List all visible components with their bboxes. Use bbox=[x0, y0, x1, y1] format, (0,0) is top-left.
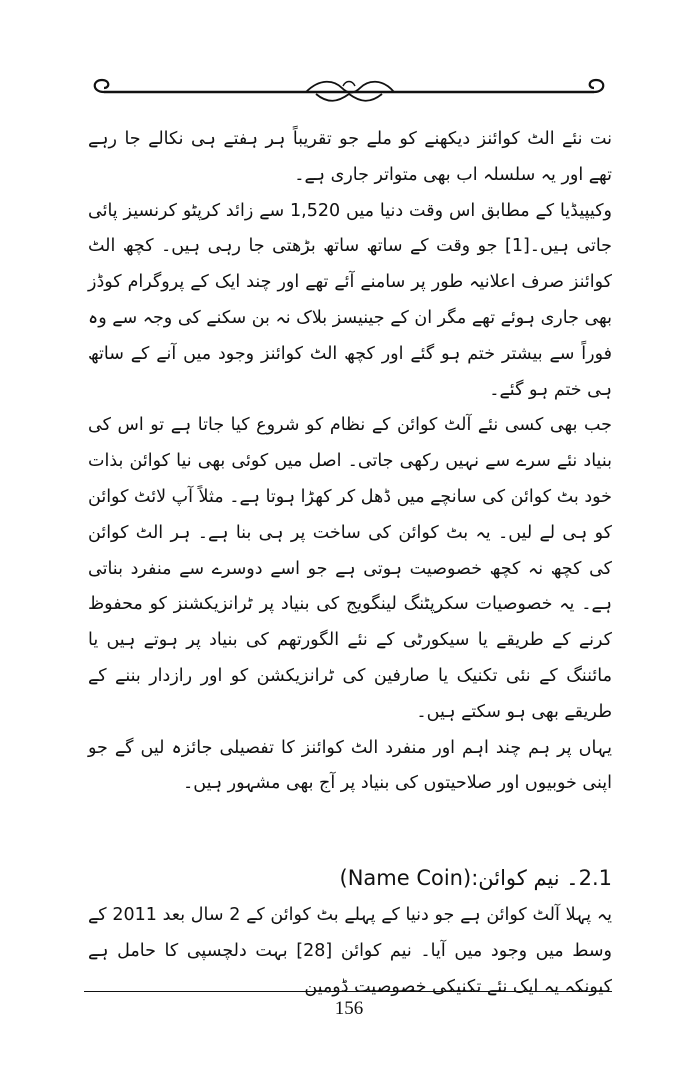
section-paragraph: یہ پہلا آلٹ کوائن ہے جو دنیا کے پہلے بٹ کوائن کے 2 سال بعد 2011 کے وسط میں وجود میں آیا۔ نیم کوائن [28] بہت دلچسپی کا حامل ہے کیونکہ یہ ایک نئے تکنیکی خصوصیت ڈومین bbox=[88, 905, 612, 997]
paragraph-2: وکیپیڈیا کے مطابق اس وقت دنیا میں 1,520 سے زائد کرپٹو کرنسیز پائی جاتی ہیں۔[1] جو وقت کے ساتھ ساتھ بڑھتی جا رہی ہیں۔ کچھ الٹ کوائنز صرف اعلانیہ طور پر سامنے آئے تھے اور چند ایک کے پروگرام کوڈز بھی جاری ہوئے تھے مگر ان کے جینیسز بلاک نہ بن سکنے کی وجہ سے وہ فوراً سے بیشتر ختم ہو گئے اور کچھ الٹ کوائنز وجود میں آنے کے ساتھ ہی ختم ہو گئے۔ bbox=[87, 200, 612, 400]
paragraph-3: جب بھی کسی نئے آلٹ کوائن کے نظام کو شروع کیا جاتا ہے تو اس کی بنیاد نئے سرے سے نہیں رکھی جاتی۔ اصل میں کوئی بھی نیا کوائن بذات خود بٹ کوائن کی سانچے میں ڈھل کر کھڑا ہوتا ہے۔ مثلاً آپ لائٹ کوائن کو ہی لے لیں۔ یہ بٹ کوائن کی ساخت پر ہی بنا ہے۔ ہر الٹ کوائن کی کچھ نہ کچھ خصوصیت ہوتی ہے جو اسے دوسرے سے منفرد بناتی ہے۔ یہ خصوصیات سکرپٹنگ لینگویج کی بنیاد پر ٹرانزیکشنز کو محفوظ کرنے کے طریقے یا سیکورٹی کے نئے الگورتھم کی بنیاد پر ہوتے ہیں یا مائننگ کے نئی تکنیک یا صارفین کی ٹرانزیکشن کو اور رازدار بننے کے طریقے بھی ہو سکتے ہیں۔ bbox=[88, 415, 612, 722]
header-ornament bbox=[84, 72, 614, 112]
footer-rule bbox=[84, 991, 612, 992]
page-content bbox=[88, 122, 612, 1006]
section-heading: 2.1۔ نیم کوائن:(Name Coin) bbox=[339, 866, 612, 891]
paragraph-4: یہاں پر ہم چند اہم اور منفرد الٹ کوائنز کا تفصیلی جائزہ لیں گے جو اپنی خوبیوں اور صلاحیتوں کی بنیاد پر آج بھی مشہور ہیں۔ bbox=[88, 737, 612, 794]
page-number: 156 bbox=[334, 998, 364, 1019]
left-curl-icon bbox=[95, 80, 109, 92]
right-curl-icon bbox=[590, 80, 604, 92]
paragraph-1: نت نئے الٹ کوائنز دیکھنے کو ملے جو تقریباً ہر ہفتے ہی نکالے جا رہے تھے اور یہ سلسلہ اب بھی متواتر جاری ہے۔ bbox=[88, 129, 612, 185]
